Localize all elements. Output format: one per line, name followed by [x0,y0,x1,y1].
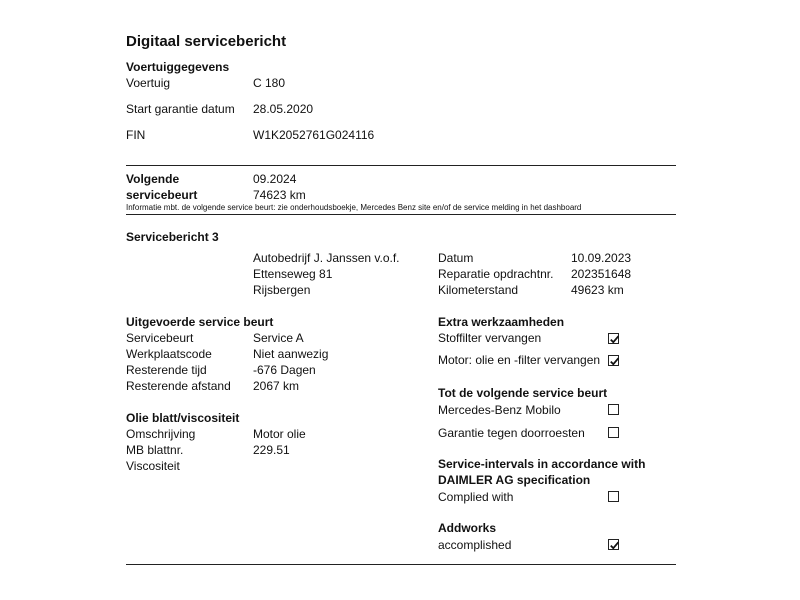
checkmark-icon [609,334,620,345]
odometer-value: 49623 km [571,283,624,297]
dealer-name: Autobedrijf J. Janssen v.o.f. [253,251,400,265]
vehicle-label: Voertuig [126,76,171,90]
addworks-item-label: accomplished [438,538,512,552]
warranty-start-label: Start garantie datum [126,102,235,116]
intervals-item-checkbox[interactable] [608,491,619,502]
oil-value: Motor olie [253,427,306,441]
until-next-heading: Tot de volgende service beurt [438,386,608,400]
checkmark-icon [609,356,620,367]
extra-item-checkbox[interactable] [608,333,619,344]
divider [126,564,676,565]
extra-heading: Extra werkzaamheden [438,315,565,329]
performed-value: Niet aanwezig [253,347,329,361]
dealer-street: Ettenseweg 81 [253,267,333,281]
performed-label: Servicebeurt [126,331,194,345]
extra-item-label: Motor: olie en -filter vervangen [438,353,601,367]
page-title: Digitaal servicebericht [126,33,287,50]
warranty-start-value: 28.05.2020 [253,102,314,116]
fin-value: W1K2052761G024116 [253,128,375,142]
report-heading: Servicebericht 3 [126,230,219,244]
next-service-km: 74623 km [253,188,306,202]
performed-label: Resterende afstand [126,379,231,393]
performed-heading: Uitgevoerde service beurt [126,315,274,329]
next-service-date: 09.2024 [253,172,297,186]
oil-heading: Olie blatt/viscositeit [126,411,240,425]
order-number-label: Reparatie opdrachtnr. [438,267,554,281]
until-next-item-label: Garantie tegen doorroesten [438,426,585,440]
intervals-item-label: Complied with [438,490,514,504]
divider [126,165,676,166]
vehicle-heading: Voertuiggegevens [126,60,230,74]
oil-label: Omschrijving [126,427,196,441]
until-next-item-label: Mercedes-Benz Mobilo [438,403,561,417]
performed-label: Werkplaatscode [126,347,212,361]
performed-value: -676 Dagen [253,363,316,377]
intervals-heading-line1: Service-intervals in accordance with [438,457,646,471]
addworks-item-checkbox[interactable] [608,539,619,550]
vehicle-value: C 180 [253,76,286,90]
performed-label: Resterende tijd [126,363,207,377]
next-service-label-line2: servicebeurt [126,188,198,202]
oil-label: MB blattnr. [126,443,184,457]
fin-label: FIN [126,128,146,142]
order-number-value: 202351648 [571,267,632,281]
oil-value: 229.51 [253,443,290,457]
performed-value: Service A [253,331,304,345]
odometer-label: Kilometerstand [438,283,519,297]
until-next-item-checkbox[interactable] [608,404,619,415]
intervals-heading-line2: DAIMLER AG specification [438,473,591,487]
performed-value: 2067 km [253,379,300,393]
extra-item-label: Stoffilter vervangen [438,331,542,345]
dealer-city: Rijsbergen [253,283,311,297]
checkmark-icon [609,540,620,551]
divider [126,214,676,215]
date-value: 10.09.2023 [571,251,632,265]
date-label: Datum [438,251,474,265]
extra-item-checkbox[interactable] [608,355,619,366]
next-service-label-line1: Volgende [126,172,180,186]
oil-label: Viscositeit [126,459,180,473]
addworks-heading: Addworks [438,521,497,535]
until-next-item-checkbox[interactable] [608,427,619,438]
next-service-note: Informatie mbt. de volgende service beurt: zie onderhoudsboekje, Mercedes Benz site en/of de service melding in het dashboard [126,203,582,212]
